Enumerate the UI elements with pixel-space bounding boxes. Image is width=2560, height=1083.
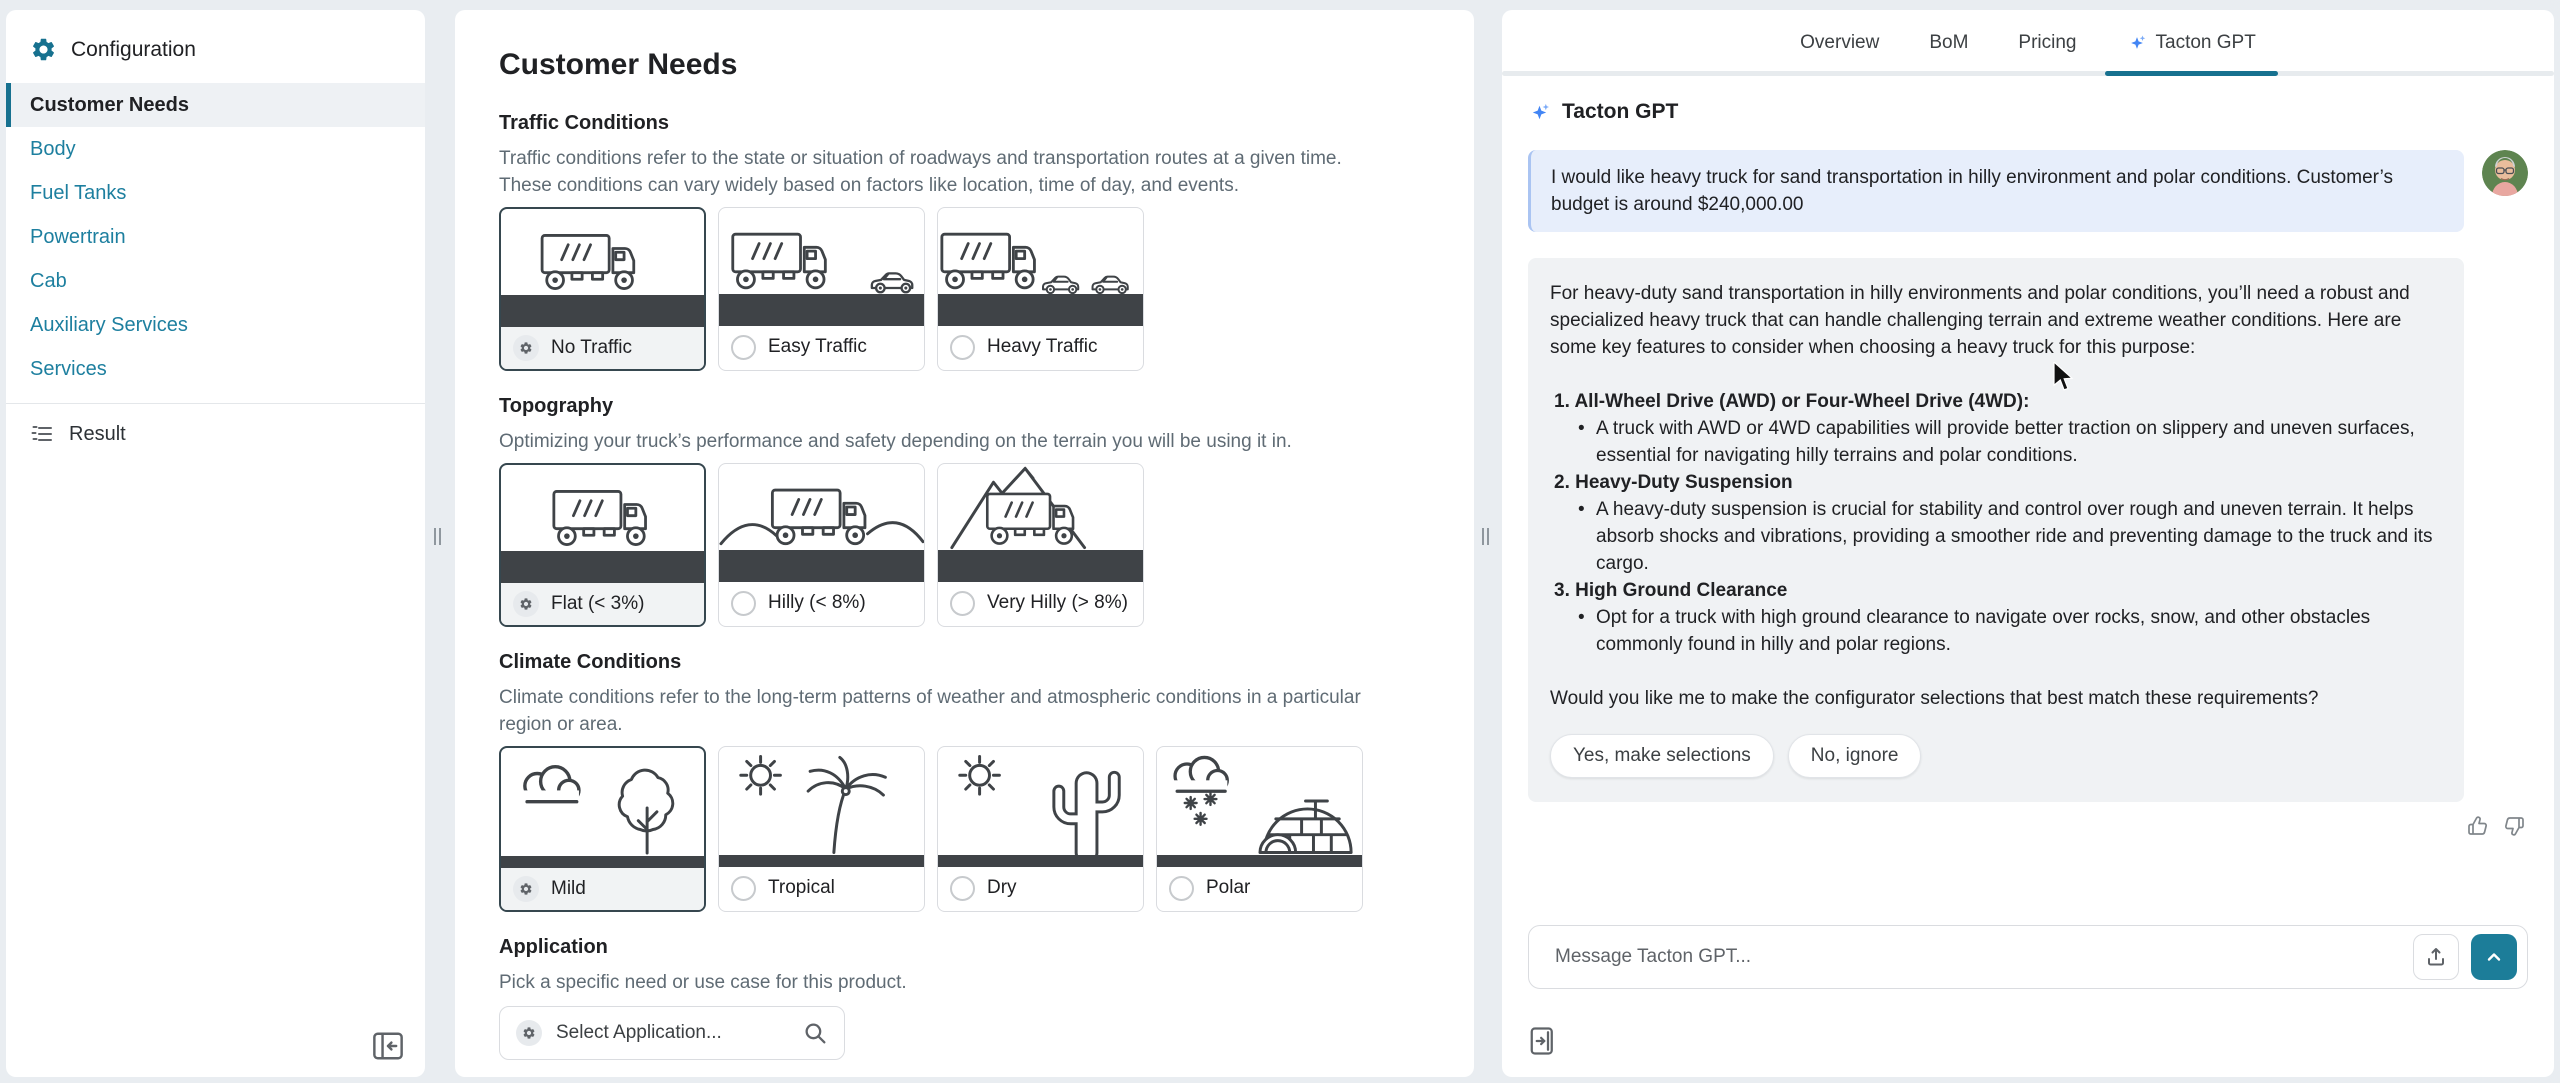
ground-bar [938,855,1143,867]
assistant-question: Would you like me to make the configurator selections that best match these requirements? [1550,688,2319,709]
assistant-actions [1550,734,2442,778]
details-tabbar [1502,10,2554,76]
section-description-climate: Climate conditions refer to the long-term patterns of weather and atmospheric conditions in a particular region or area. [499,687,1361,735]
sidebar-item-result[interactable] [6,404,425,464]
expand-panel-button[interactable] [1528,1025,1558,1057]
gpt-message-input[interactable] [1553,945,2401,969]
send-button[interactable] [2471,934,2517,980]
road-bar [719,294,924,326]
option-label: No Traffic [551,337,632,358]
customer-needs-panel [455,10,1474,1077]
feature-list [1550,388,2442,658]
list-item [1550,388,2442,469]
auto-selected-gear-icon [513,876,539,902]
panel-resize-handle[interactable] [434,528,441,545]
radio-unselected [731,876,756,901]
tab-label: Pricing [2018,32,2077,53]
application-select-value: Select Application... [556,1022,722,1043]
option-label: Heavy Traffic [987,336,1098,357]
tab-pricing[interactable] [1996,10,2098,76]
sidebar-item-fuel-tanks[interactable]: Fuel Tanks [30,182,127,204]
panel-expand-right-icon [1528,1025,1558,1057]
sidebar-title: Configuration [71,37,196,61]
feature-title: High Ground Clearance [1575,580,1788,601]
gear-icon [30,36,57,63]
ground-bar [1157,855,1362,867]
yes-make-selections-button[interactable]: Yes, make selections [1550,734,1774,778]
easy-traffic-illustration [719,208,924,326]
section-heading-application: Application [499,936,608,958]
road-bar [719,550,924,582]
page-title: Customer Needs [499,48,738,81]
user-message-row [1528,150,2528,232]
result-list-icon [30,422,54,446]
list-item [1550,577,2442,658]
option-label: Flat (< 3%) [551,593,645,614]
feature-title: Heavy-Duty Suspension [1575,472,1793,493]
very-hilly-illustration [938,464,1143,582]
details-panel [1502,10,2554,1077]
option-label: Mild [551,878,586,899]
assistant-intro: For heavy-duty sand transportation in hilly environments and polar conditions, you’ll need a robust and specialized heavy truck that can handle challenging terrain and extreme weather conditions. Here are some key features to consider when choosing a heavy truck for this purpose: [1550,283,2410,358]
heavy-traffic-illustration [938,208,1143,326]
result-label: Result [69,422,126,445]
chat-title: Tacton GPT [1562,100,1679,123]
dry-illustration [938,747,1143,867]
road-bar [501,295,704,327]
feature-title: All-Wheel Drive (AWD) or Four-Wheel Drive (4WD): [1574,391,2030,412]
option-card-no-traffic[interactable] [499,207,706,371]
assistant-message [1528,258,2464,802]
tab-label: Tacton GPT [2155,32,2256,53]
option-card-heavy-traffic[interactable] [937,207,1144,371]
auto-selected-gear-icon [513,335,539,361]
option-label: Hilly (< 8%) [768,592,866,613]
section-description-traffic: Traffic conditions refer to the state or situation of roadways and transportation routes at a given time. These conditions can vary widely based on factors like location, time of day, and events. [499,148,1342,196]
section-heading-traffic: Traffic Conditions [499,112,669,134]
radio-unselected [731,335,756,360]
hilly-illustration [719,464,924,582]
option-card-polar[interactable] [1156,746,1363,912]
tab-label: BoM [1929,32,1969,53]
no-ignore-button[interactable]: No, ignore [1788,734,1922,778]
sidebar-item-body[interactable]: Body [30,138,76,160]
option-label: Dry [987,877,1017,898]
climate-options [499,746,1430,912]
sparkles-icon [2127,33,2147,53]
sidebar-item-customer-needs[interactable]: Customer Needs [6,83,425,127]
panel-resize-handle[interactable] [1482,528,1489,545]
feature-body: Opt for a truck with high ground clearance to navigate over rocks, snow, and other obstacles commonly found in hilly and polar regions. [1596,607,2371,655]
auto-selected-gear-icon [513,591,539,617]
ground-bar [501,856,704,868]
sparkles-icon [1528,101,1551,124]
radio-unselected [1169,876,1194,901]
user-message: I would like heavy truck for sand transportation in hilly environment and polar conditions. Customer’s budget is around $240,000.00 [1528,150,2464,232]
tab-overview[interactable] [1778,10,1901,76]
upload-icon [2424,945,2448,969]
road-bar [938,294,1143,326]
section-description-topography: Optimizing your truck’s performance and safety depending on the terrain you will be using it in. [499,431,1292,452]
road-bar [501,551,704,583]
chat-header [1528,76,2528,124]
traffic-options [499,207,1430,371]
section-heading-climate: Climate Conditions [499,651,682,673]
feedback-row [1528,814,2526,838]
message-composer [1528,925,2528,989]
option-label: Polar [1206,877,1251,898]
sidebar-item-services[interactable]: Services [30,358,107,380]
configuration-sidebar [6,10,425,1077]
sidebar-item-auxiliary-services[interactable]: Auxiliary Services [30,314,188,336]
ground-bar [719,855,924,867]
radio-unselected [731,591,756,616]
sidebar-header [6,10,425,83]
tab-bom[interactable] [1907,10,1990,76]
sidebar-item-powertrain[interactable]: Powertrain [30,226,126,248]
option-card-dry[interactable] [937,746,1144,912]
section-heading-topography: Topography [499,395,614,417]
panel-collapse-left-icon [371,1031,405,1061]
radio-unselected [950,876,975,901]
sidebar-item-cab[interactable]: Cab [30,270,67,292]
upload-button[interactable] [2413,934,2459,980]
tab-label: Overview [1800,32,1880,53]
road-bar [938,550,1143,582]
mild-illustration [501,748,704,868]
search-icon [803,1021,828,1046]
radio-unselected [950,335,975,360]
application-select[interactable] [499,1006,845,1060]
send-chevron-icon [2483,946,2505,968]
thumbs-down-icon[interactable] [2502,814,2526,838]
tab-tacton-gpt[interactable] [2105,10,2278,76]
option-card-mild[interactable] [499,746,706,912]
configuration-nav [6,83,425,391]
option-card-very-hilly[interactable] [937,463,1144,627]
tacton-gpt-panel [1502,76,2554,1077]
option-card-hilly[interactable] [718,463,925,627]
collapse-sidebar-button[interactable] [371,1031,405,1061]
auto-selected-gear-icon [516,1020,542,1046]
list-item [1550,469,2442,577]
polar-illustration [1157,747,1362,867]
radio-unselected [950,591,975,616]
section-description-application: Pick a specific need or use case for this product. [499,972,907,993]
feature-body: A heavy-duty suspension is crucial for stability and control over rough and uneven terrain. It helps absorb shocks and vibrations, providing a smoother ride and preventing damage to the truck and its cargo. [1596,499,2433,574]
flat-illustration [501,465,704,583]
option-card-flat[interactable] [499,463,706,627]
option-label: Very Hilly (> 8%) [987,592,1128,613]
tropical-illustration [719,747,924,867]
feature-body: A truck with AWD or 4WD capabilities will provide better traction on slippery and uneven surfaces, essential for navigating hilly terrains and polar conditions. [1596,418,2415,466]
option-card-tropical[interactable] [718,746,925,912]
thumbs-up-icon[interactable] [2466,814,2490,838]
option-label: Tropical [768,877,835,898]
option-label: Easy Traffic [768,336,867,357]
no-traffic-illustration [501,209,704,327]
user-avatar [2482,150,2528,196]
option-card-easy-traffic[interactable] [718,207,925,371]
topography-options [499,463,1430,627]
